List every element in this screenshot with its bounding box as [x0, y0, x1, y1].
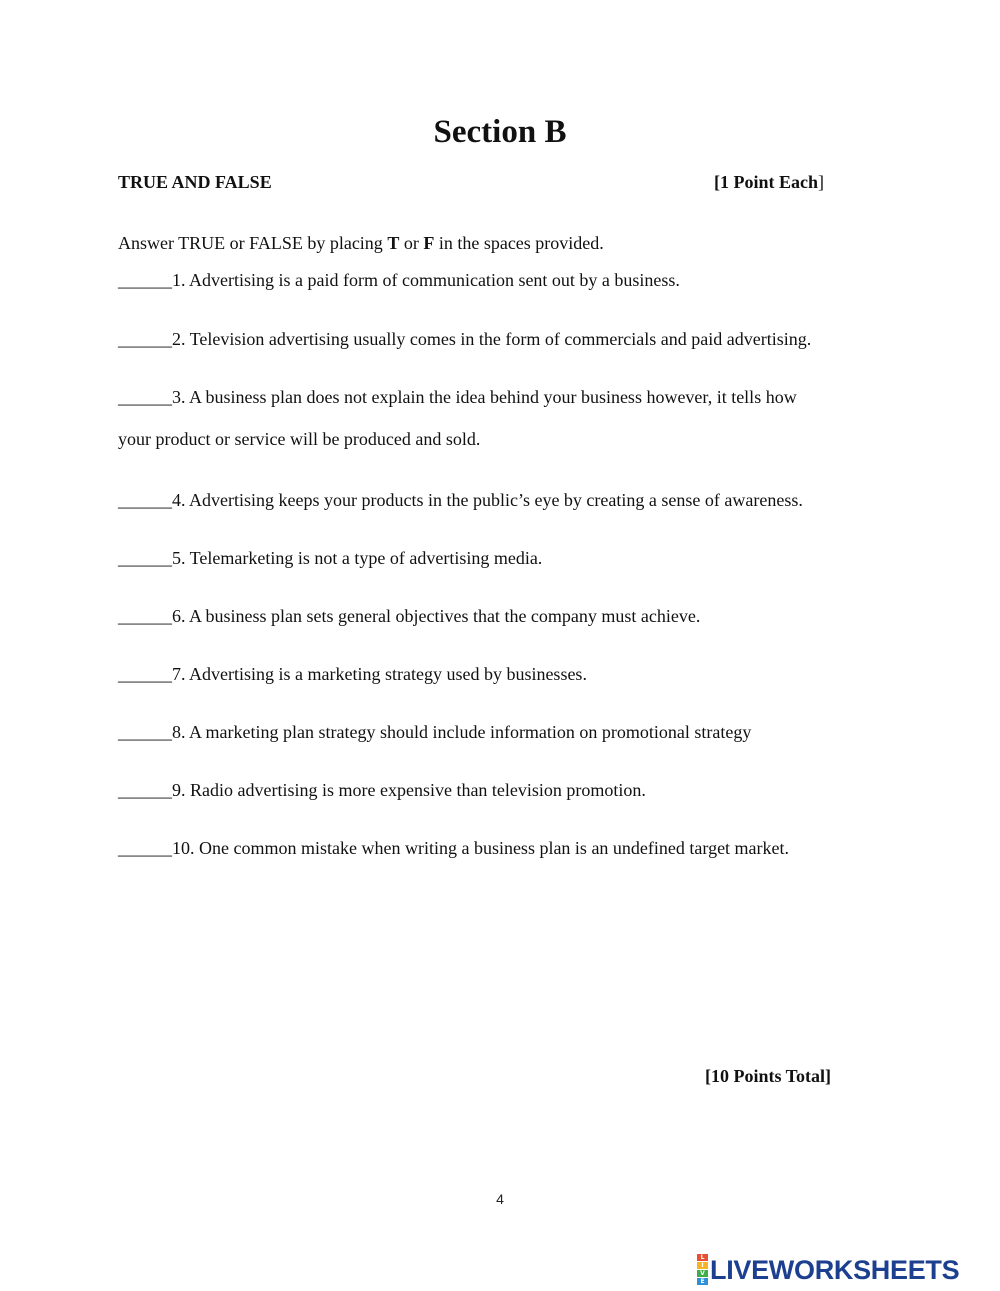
question-4[interactable] — [118, 490, 803, 511]
logo-block-e: E — [697, 1278, 708, 1285]
points-each-text: [1 Point Each — [714, 172, 819, 192]
section-title: Section B — [433, 114, 567, 150]
question-8[interactable] — [118, 722, 751, 743]
question-text: ______5. Telemarketing is not a type of advertising media. — [118, 548, 543, 568]
question-text: ______8. A marketing plan strategy should include information on promotional strategy — [118, 722, 752, 742]
question-text: ______2. Television advertising usually comes in the form of commercials and paid advertising. — [118, 329, 812, 349]
instructions-true-letter: T — [387, 233, 400, 253]
liveworksheets-logo-icon — [697, 1254, 708, 1286]
question-text: ______1. Advertising is a paid form of communication sent out by a business. — [118, 270, 680, 290]
question-10[interactable] — [118, 838, 789, 859]
instructions — [118, 233, 604, 254]
logo-block-l: L — [697, 1254, 708, 1261]
points-each-label — [714, 172, 824, 193]
liveworksheets-brand[interactable] — [697, 1256, 959, 1284]
question-text: ______4. Advertising keeps your products in the public’s eye by creating a sense of awareness. — [118, 490, 803, 510]
instructions-false-letter: F — [423, 233, 435, 253]
question-text: ______9. Radio advertising is more expensive than television promotion. — [118, 780, 646, 800]
instructions-text-2: or — [399, 233, 424, 253]
points-total: [10 Points Total] — [705, 1066, 832, 1086]
question-3[interactable] — [118, 387, 797, 450]
question-text: ______3. A business plan does not explain the idea behind your business however, it tells how — [118, 387, 797, 407]
question-text: ______7. Advertising is a marketing strategy used by businesses. — [118, 664, 587, 684]
question-text: ______10. One common mistake when writing a business plan is an undefined target market. — [118, 838, 790, 858]
page-number: 4 — [496, 1191, 504, 1207]
question-6[interactable] — [118, 606, 700, 627]
instructions-text-3: in the spaces provided. — [434, 233, 604, 253]
question-text-continuation: your product or service will be produced and sold. — [118, 429, 481, 449]
question-2[interactable] — [118, 329, 811, 350]
question-1[interactable] — [118, 270, 680, 291]
brand-name: LIVEWORKSHEETS — [710, 1254, 960, 1285]
question-5[interactable] — [118, 548, 542, 569]
points-each-bracket: ] — [818, 172, 825, 192]
logo-block-v: V — [697, 1270, 708, 1277]
question-text: ______6. A business plan sets general objectives that the company must achieve. — [118, 606, 701, 626]
question-9[interactable] — [118, 780, 646, 801]
question-7[interactable] — [118, 664, 587, 685]
logo-block-i: I — [697, 1262, 708, 1269]
instructions-text-1: Answer TRUE or FALSE by placing — [118, 233, 388, 253]
question-type-heading: TRUE AND FALSE — [118, 172, 272, 192]
